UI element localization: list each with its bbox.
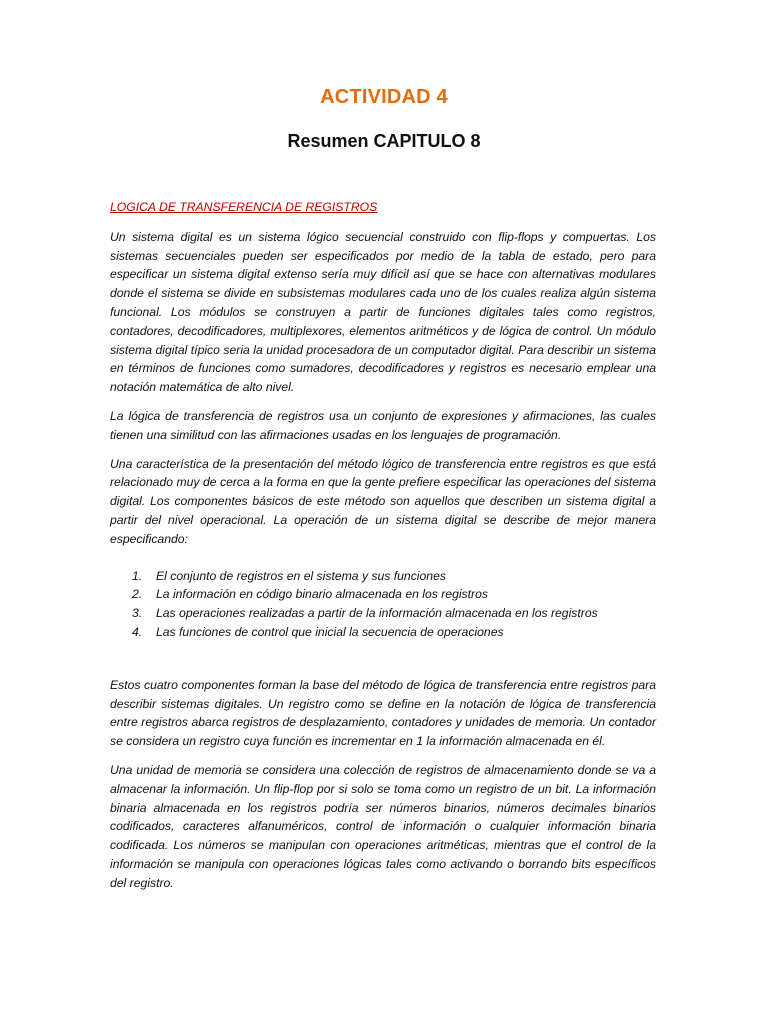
page-title: ACTIVIDAD 4 (320, 86, 448, 108)
list-item (132, 604, 656, 623)
list-item-number: 4. (132, 624, 143, 639)
list-item-number: 2. (132, 587, 143, 602)
paragraph-2: La lógica de transferencia de registros usa un conjunto de expresiones y afirmaciones, las cuales tienen una similitud con las afirmaciones usadas en los lenguajes de programación. (110, 408, 656, 442)
list-item-text: Las funciones de control que inicial la secuencia de operaciones (156, 624, 504, 639)
paragraph-1: Un sistema digital es un sistema lógico secuencial construido con flip-flops y compuertas. Los sistemas secuenciales pueden ser especificados por medio de la tabla de estado, pero para especificar un sistema digital extenso sería muy difícil así que se hace con alternativas modulares donde el sistema se divide en subsistemas modulares cada uno de los cuales realiza algún sistema funcional. Los módulos se construyen a partir de funciones digitales tales como registros, contadores, decodificadores, multiplexores, elementos aritméticos y de lógica de control. Un módulo sistema digital típico seria la unidad procesadora de un computador digital. Para describir un sistema en términos de funciones como sumadores, decodificadores y registros es necesario emplear una notación matemática de alto nivel. (110, 229, 656, 395)
document-body (110, 198, 656, 903)
paragraph-4: Estos cuatro componentes forman la base del método de lógica de transferencia entre registros para describir sistemas digitales. Un registro como se define en la notación de lógica de transferencia entre registros abarca registros de desplazamiento, contadores y unidades de memoria. Un contador se considera un registro cuya función es incrementar en 1 la información almacenada en él. (110, 677, 656, 749)
section-heading: LOGICA DE TRANSFERENCIA DE REGISTROS (110, 200, 378, 214)
list-item-number: 3. (132, 606, 143, 621)
numbered-list (110, 567, 656, 642)
paragraph-5: Una unidad de memoria se considera una colección de registros de almacenamiento donde se va a almacenar la información. Un flip-flop por si solo se toma como un registro de un bit. La información binaria almacenada en los registros podría ser números binarios, números decimales binarios codificados, caracteres alfanuméricos, control de información o cualquier información binaria codificada. Los números se manipulan con operaciones aritméticas, mientras que el control de la información se manipula con operaciones lógicas tales como activando o borrando bits específicos del registro. (110, 762, 656, 890)
list-item-text: La información en código binario almacenada en los registros (156, 587, 488, 602)
list-item (132, 585, 656, 604)
list-item (132, 623, 656, 642)
list-item-number: 1. (132, 568, 143, 583)
page-subtitle: Resumen CAPITULO 8 (287, 131, 481, 151)
spacer (110, 642, 656, 676)
list-item-text: El conjunto de registros en el sistema y sus funciones (156, 568, 446, 583)
list-item (132, 567, 656, 586)
paragraph-3: Una característica de la presentación del método lógico de transferencia entre registros es que está relacionado muy de cerca a la forma en que la gente prefiere especificar las operaciones del sistema digital. Los componentes básicos de este método son aquellos que describen un sistema digital a partir del nivel operacional. La operación de un sistema digital se describe de mejor manera especificando: (110, 456, 656, 546)
list-item-text: Las operaciones realizadas a partir de la información almacenada en los registros (156, 606, 598, 621)
